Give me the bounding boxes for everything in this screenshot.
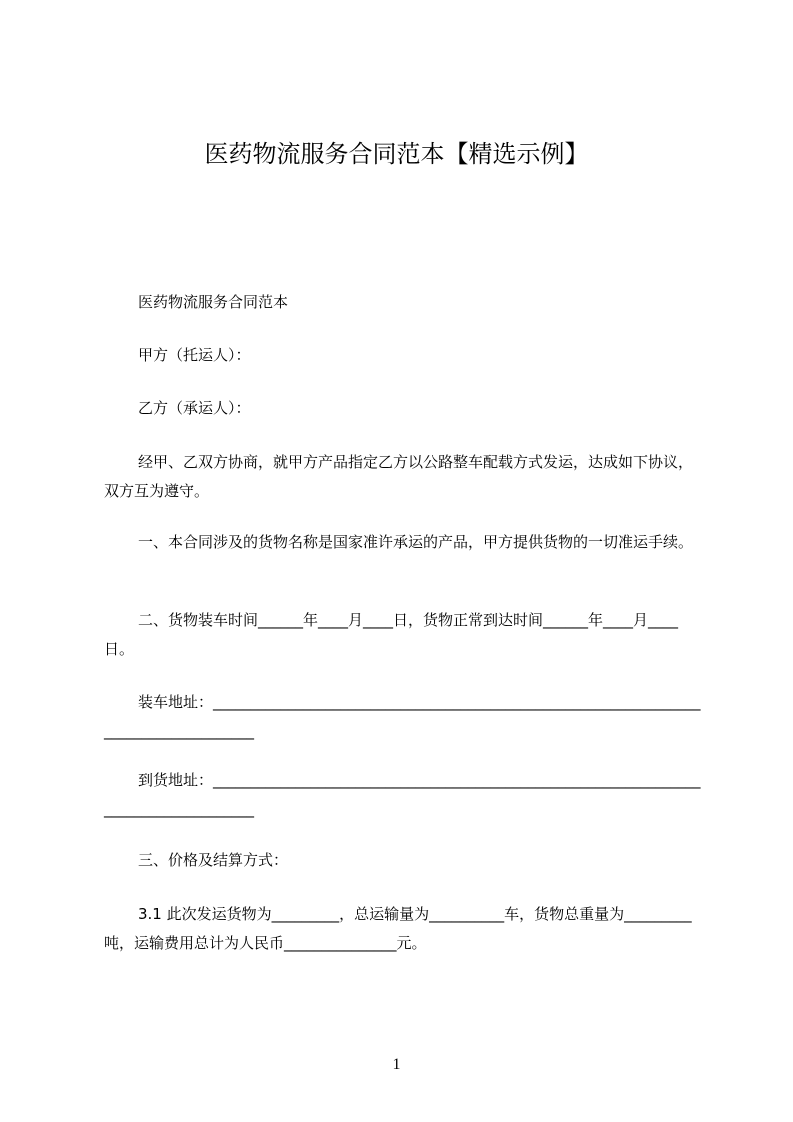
loading-address-field: 装车地址：_____________________________________________________________________________________ <box>104 693 701 740</box>
contract-subtitle: 医药物流服务合同范本 <box>138 293 289 311</box>
clause-3-heading: 三、价格及结算方式： <box>138 851 289 869</box>
document-title: 医药物流服务合同范本【精选示例】 <box>204 140 589 168</box>
clause-2-paragraph: 二、货物装车时间______年____月____日，货物正常到达时间______年____月____日。 <box>104 611 679 658</box>
clause-1-paragraph: 一、本合同涉及的货物名称是国家准许承运的产品，甲方提供货物的一切准运手续。 <box>138 533 694 551</box>
page-number: 1 <box>392 1056 401 1073</box>
arrival-address-field: 到货地址：_____________________________________________________________________________________ <box>104 771 701 818</box>
clause-3-1-paragraph: 3.1 此次发运货物为_________，总运输量为__________车，货物总重量为_________吨，运输费用总计为人民币_______________元。 <box>104 905 692 952</box>
party-a-line: 甲方（托运人）： <box>138 346 251 364</box>
party-b-line: 乙方（承运人）： <box>138 399 251 417</box>
intro-paragraph: 经甲、乙双方协商，就甲方产品指定乙方以公路整车配载方式发运，达成如下协议，双方互为遵守。 <box>104 453 694 500</box>
